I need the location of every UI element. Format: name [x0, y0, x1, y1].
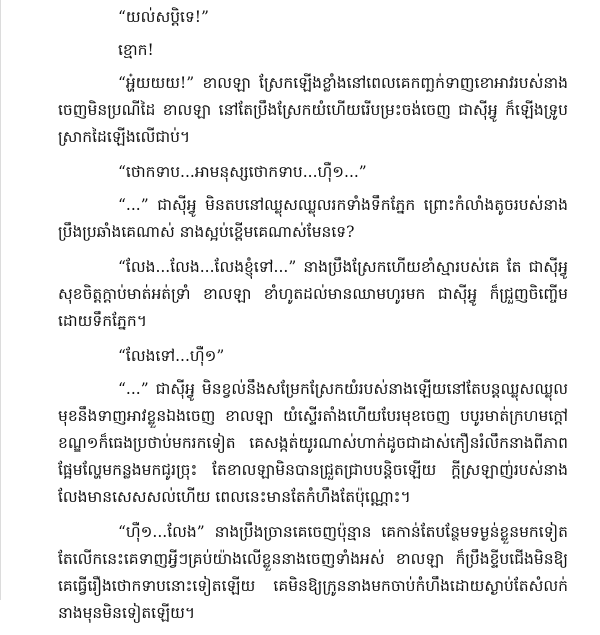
- paragraph-ignore: “...” ជាស៊ីអ្វូ មិនខ្វល់នឹងសម្រែកស្រែកយំរបស់នាងឡើយនៅតែបន្តឈ្លុសឈ្លុលមុខនឹងទាញអាវខ្លួនឯងចេញ ខាលឡា យំស្ទើរតាំងហើយបែរមុខចេញ បបូរមាត់ក្រហមក្តៅខណ្ឌ១ក៏ធេងប្រថាប់មករកទៀត គេសង្កត់យូរណាស់ហាក់ដូចជាដាស់កឿនរំលឹកនាងពីភាពផ្អែមល្ហែមកន្លងមកជូរច្រុះ តែខាលឡាមិនបានជ្រួតជ្រាបបន្តិចឡើយ ក្តីស្រឡាញ់របស់នាងលែងមានសេសសល់ហើយ ពេលនេះមានតែកំហឹងតែប៉ុណ្ណោះ។: [58, 380, 568, 506]
- paragraph-bite: “លែង...លែង...លែងខ្ញុំទៅ...” នាងប្រឹងស្រែកហើយខាំស្មារបស់គេ តែ ជាស៊ីអ្វូ សុខចិត្តក្តាប់មាត់អត់ទ្រាំ ខាលឡា ខាំហូតដល់មានឈាមហូរមក ជាស៊ីអ្វូ ក៏ជ្រួញចិញ្ចើមដោយទឹកភ្នែក។: [58, 258, 568, 330]
- paragraph-insult: “ថោកទាប...អាមនុស្សថោកទាប...ហ៊ឺ១...”: [118, 163, 367, 181]
- paragraph-exclamation: ខ្មោក!: [118, 41, 154, 59]
- paragraph-silent-reply: “...” ជាស៊ីអ្វូ មិនតបនៅឈ្លុសឈ្លុលរកទាំងទឹកភ្នែក ព្រោះកំលាំងតូចរបស់នាងប្រឹងប្រឆាំងគេណាស់ នាងស្អប់ខ្ពើមគេណាស់មែនទេ?: [58, 196, 568, 241]
- paragraph-dialogue-dream: “យល់សប្តិទេ!”: [118, 8, 209, 26]
- page-edge-divider: [0, 0, 1, 600]
- document-body: [58, 4, 568, 635]
- paragraph-let-go: “លែងទៅ...ហ៊ឺ១”: [118, 347, 225, 365]
- paragraph-struggle: “អ្ហ៎យយយ!” ខាលឡា ស្រែកឡើងខ្លាំងនៅពេលគេកញ្ឆក់ទាញខោអាវរបស់នាងចេញមិនប្រណីដៃ ខាលឡា នៅតែប្រឹងស្រែកយំហើយរើបម្រះចង់ចេញ ជាស៊ីអ្វូ ក៏ឡើងទ្រូបស្រាកដៃឡើងលើជាប់។: [58, 74, 568, 146]
- paragraph-push-away: “ហ៊ឺ១...លែង” នាងប្រឹងច្រានគេចេញប៉ុន្មាន គេកាន់តែបន្ថែមទម្ងន់ខ្លួនមកទៀត តែលើកនេះគេទាញអ្វីៗគ្រប់យ៉ាងលើខ្លួននាងចេញទាំងអស់ ខាលឡា ក៏ប្រឹងខ្ទីបជើងមិនឱ្យគេធ្វើរឿងថោកទាបនោះទៀតឡើយ គេមិនឱ្យក្រូននាងមកចាប់កំហឹងដោយស្ងាប់តែសំលក់នាងមុនមិនទៀតឡើយ។: [58, 523, 568, 622]
